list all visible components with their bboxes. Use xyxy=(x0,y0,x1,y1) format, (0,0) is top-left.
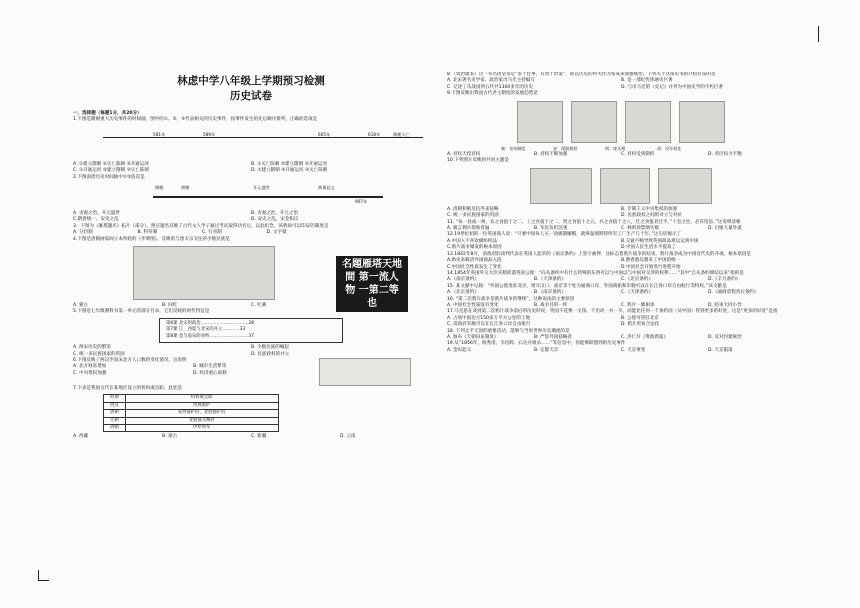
table-cell: 时期 xyxy=(104,395,126,402)
q9-figures xyxy=(447,101,795,143)
exam-title: 林虑中学八年级上学期预习检测 xyxy=(177,75,325,87)
timeline-axis xyxy=(153,196,383,198)
option-b[interactable]: B. 少数民族的崛起 xyxy=(251,345,289,351)
question-10: 10.下列图片反映的共同主题是 xyxy=(447,158,509,164)
option-b[interactable]: B. 回纥 xyxy=(162,303,178,309)
option-a[interactable]: A. 分封制 xyxy=(73,230,93,236)
option-c[interactable]: C. 天京事变 xyxy=(621,347,646,353)
emperor-figure-3 xyxy=(625,101,671,143)
question-1: 1.下图是隋朝重大历史事件的时间轴，图中的①、②、③代表相关的历史事件，按事件发生的先后顺序排列，正确的选项是 xyxy=(73,117,318,123)
option-d[interactable]: D. 君臣权力平衡 xyxy=(708,152,742,158)
option-b[interactable]: B. 贞观之治、开元之治 xyxy=(251,211,299,217)
question-4: 4.下图是唐朝画家阎立本所绘的《步辇图》，反映的与唐太宗交往的少数民族是 xyxy=(73,236,230,242)
timeline-label: 907年 xyxy=(355,199,368,205)
option-a[interactable]: A.中国人不喜欢棉纺织品 xyxy=(447,238,498,244)
palace-image xyxy=(658,168,712,204)
option-a[interactable]: A. 贞观之治、开元盛世 xyxy=(73,211,120,217)
option-d[interactable]: D. 白银大量外流 xyxy=(708,226,742,232)
question-5: 5.下图是七年级教科书第一单元的部分目录，它们反映的时代特征是 xyxy=(73,309,210,315)
option-c[interactable]: C.鸦片战争爆发的根本原因 xyxy=(447,245,502,251)
option-d[interactable]: D. 天京陷落 xyxy=(708,347,733,353)
option-b[interactable]: B. 城市生活繁荣 xyxy=(193,364,227,370)
table-cell: 机构或官职 xyxy=(125,395,278,402)
option-c[interactable]: C.《北京条约》 xyxy=(621,277,653,283)
option-d[interactable]: D. 文字狱 xyxy=(266,230,287,236)
emperor-figure-2 xyxy=(571,101,617,143)
q5-book-contents xyxy=(159,318,343,343)
option-d[interactable]: D.《辛丑条约》 xyxy=(708,277,741,283)
figure-caption: 清：设军机处 xyxy=(657,145,682,151)
question-6: 6.下图反映了两汉至南宋北方人口数的变化情况，这说明 xyxy=(73,357,187,363)
option-c[interactable]: C. 林则徐禁烟失败 xyxy=(621,226,660,232)
right-column xyxy=(447,72,795,354)
table-cell: 元朝 xyxy=(104,417,126,424)
option-b[interactable]: B. 战争目的一样 xyxy=(534,302,568,308)
question-9: 9.下图反映出我国古代君主制度的发展趋势是 xyxy=(447,91,538,97)
option-b[interactable]: B. 专制王义中央集权的加强 xyxy=(621,206,678,212)
question-3: 3．下图为《雁塔题名》拓片（部分），照应题名反映了古代文人学子通过考试取得功名后，以此纪念。该典故可以印证的制度是 xyxy=(73,223,329,229)
table-cell: 西域都护 xyxy=(125,402,278,409)
table-row xyxy=(104,417,279,424)
option-d[interactable]: D. ①建立隋朝 ②开通运河 ③灭亡陈朝 xyxy=(251,168,328,174)
population-chart-image xyxy=(319,358,411,386)
option-a[interactable]: A. 极言拥兵现象普遍 xyxy=(447,226,490,232)
q10-figures xyxy=(447,168,795,204)
question-19: 19.从“1856年，杨秀清、韦昌辉、石达开被杀……”等信息中，你能够联想到的历史事件 xyxy=(447,341,626,347)
timeline-label: 黄巢起义 xyxy=(318,185,335,191)
option-c[interactable]: C. 吐蕃 xyxy=(251,303,267,309)
q2-timeline xyxy=(93,183,429,209)
table-cell: 伊犁将军 xyxy=(125,424,278,431)
timeline-label: 开元盛世 xyxy=(253,185,270,191)
option-c[interactable]: C. 行省制 xyxy=(202,230,222,236)
option-c[interactable]: C. 统一多民族国家的巩固 xyxy=(73,351,125,357)
option-c[interactable]: C. 洪仁玕《资政新篇》 xyxy=(621,334,669,340)
section-heading: 一、选择题（每题1分，共20分） xyxy=(73,111,142,116)
question-8: 8.《资治通鉴》这一书名由皇帝是“鉴于往事，有资于治道”，即以历史的得失作为鉴戒来加强统治。下列关于这部史书的介绍有误的是 xyxy=(447,72,716,77)
question-15: 15. 某文献中记载：“外国公使进驻北京，增开汉口，南京等十处为通商口岸，外国商船和军舰可以在长江各口岸自由航行等特权。”该文献是 xyxy=(447,283,727,289)
timeline-tick: 618年 xyxy=(368,131,381,137)
option-c[interactable]: C.《天津条约》 xyxy=(621,290,653,296)
table-row xyxy=(104,402,279,409)
table-cell: 清朝 xyxy=(104,424,126,431)
question-11: 11. “每一县或一州，农之食值十之二，工之食值十之二，贾之食值十之五，兵之食值十之八，仕之食值者过半。”十室之邑，必有馆焉。”这说明清朝 xyxy=(447,219,741,225)
q12-options-2 xyxy=(447,245,795,251)
option-c[interactable]: C. 统一多民族国家的巩固 xyxy=(447,213,499,219)
option-b[interactable]: B. 蒙古 xyxy=(162,434,178,440)
option-d[interactable]: D.中国社会开始进行进程开始 xyxy=(621,264,681,270)
bronze-vessel-image xyxy=(600,168,650,204)
option-a[interactable]: A. 清朝积极反抗外来侵略 xyxy=(447,206,499,212)
book-line: 第6课 北宋的政治……………………………28 xyxy=(166,320,255,326)
option-a[interactable]: A.《南京条约》 xyxy=(447,277,479,283)
question-17: 17.马克思在谈到第二次鸦片战争前后的历史时说，英国不花费一文钱、不出动一兵一卒，而能比任何一个条约国（从中国）得到更多的好处，这是“更多的好处”是指 xyxy=(447,309,778,315)
question-2: 2.下图南唐历史时间轴中①②依次是 xyxy=(73,174,145,180)
q2-options-2 xyxy=(73,217,429,223)
q7-options xyxy=(73,434,429,440)
option-d[interactable]: D. 云南 xyxy=(340,434,356,440)
option-a[interactable]: A.助史来截清外国商品入侵 xyxy=(447,258,502,264)
option-b[interactable]: B. 严惩外国侵略者 xyxy=(534,334,572,340)
option-c[interactable]: C. 记述了从战国到五代共1300多年的历史 xyxy=(447,84,534,90)
q1-timeline xyxy=(93,126,429,160)
option-c[interactable]: C. 君权受到制约 xyxy=(621,152,655,158)
option-a[interactable]: A. 蒙古 xyxy=(73,303,89,309)
option-b[interactable]: B.《南京条约》 xyxy=(534,290,566,296)
cannon-image xyxy=(530,168,592,204)
rubbing-text: 名題雁塔天地間 第一流人物 一第二等也 xyxy=(342,259,402,309)
exam-subtitle: 历史试卷 xyxy=(229,90,273,102)
option-d[interactable]: D. 民族政权之间的对立与对抗 xyxy=(621,213,683,219)
table-cell: 安西都护府、北庭都护府 xyxy=(125,410,278,417)
question-16: 16. “第二次鸦片战争是鸦片战争的继续”，这种说法的主要原因 xyxy=(447,296,575,302)
timeline-tick: 581年 xyxy=(153,131,166,137)
emperor-figure-4 xyxy=(679,101,725,143)
option-c[interactable]: C.隋唐统一、安史之乱 xyxy=(73,217,119,223)
q10-options-2 xyxy=(447,213,795,219)
timeline-label: 隋朝 xyxy=(155,185,164,191)
option-b[interactable]: B.交通不畅导致英国商品难以运到中国 xyxy=(621,238,699,244)
option-c[interactable]: C.中国社会性质发生了变化 xyxy=(447,264,502,270)
q6-block xyxy=(73,358,429,386)
option-a[interactable]: A. 两宋历史的繁荣 xyxy=(73,345,111,351)
option-b[interactable]: B. 公使可进驻北京 xyxy=(621,315,659,321)
timeline-tick: 隋朝灭亡 xyxy=(393,131,410,137)
option-d[interactable]: D. 鸦片贸易合法化 xyxy=(621,322,660,328)
book-line: 第7课 辽、西夏与北宋的并立…………33 xyxy=(166,327,246,333)
option-d[interactable]: D. 民族政权的并立 xyxy=(251,351,290,357)
option-a[interactable]: A. 北方财富增加 xyxy=(73,364,107,370)
option-d[interactable]: D. 安史之乱、宋金和议 xyxy=(251,217,299,223)
q6-options-2 xyxy=(73,371,313,377)
emperor-figure-1 xyxy=(517,101,563,143)
q17-options-2 xyxy=(447,322,795,328)
option-b[interactable]: B.《天津条约》 xyxy=(534,277,566,283)
crop-mark xyxy=(38,570,49,581)
figure-caption: 秦：皇帝制度 xyxy=(501,145,526,151)
option-c[interactable]: C. 中央集权加强 xyxy=(73,370,107,376)
timeline-tick: 605年 xyxy=(318,131,331,137)
option-a[interactable]: A. 君权天授君权 xyxy=(447,152,481,158)
option-c[interactable]: C. 清政府军舰可以在长江各口岸自由航行 xyxy=(447,322,531,328)
q3-options xyxy=(73,230,331,236)
question-14: 14.1854年英国外交大臣宾稍训遣英国公使：“向从条约中有什么特殊的东西可以与中国以与中国对交涉的权利……”其中“自从条约缔结以来”指的是 xyxy=(447,270,744,276)
painting-image xyxy=(133,246,275,300)
option-b[interactable]: B. ①灭亡陈朝 ②建立隋朝 ③开通运河 xyxy=(251,161,327,167)
option-c[interactable]: C. ①开通运河 ②建立隋朝 ③灭亡陈朝 xyxy=(73,168,149,174)
option-b[interactable]: B. 君权不断加强 xyxy=(534,152,568,158)
option-b[interactable]: B. 定都天京 xyxy=(534,347,559,353)
table-row xyxy=(104,395,279,402)
q13-options-2 xyxy=(447,265,795,271)
timeline-label: 唐朝 xyxy=(181,185,190,191)
q7-table xyxy=(103,394,279,432)
question-12: 12.19世纪初的一位英国商人说：“只要中国每人买一顶棉制睡帽，就够曼彻斯特所有工厂生产几十年。”这句话揭示了 xyxy=(447,232,682,238)
figure-caption: 明：废丞相 xyxy=(605,145,626,151)
calligraphy-rubbing-image xyxy=(336,256,408,312)
option-a[interactable]: A. 占领中国北方150多万平方公里的土地 xyxy=(447,315,530,321)
table-cell: 西汉 xyxy=(104,402,126,409)
option-a[interactable]: A. 北宋著名史学家、政治家司马光主持编写 xyxy=(447,78,535,84)
question-13: 13.1842年8月，清政府的谈判代表在英国人起草的《南京条约》上签字画押，这标志着鸦片战争的结束。鸦片战争成为中国近代史的开端，根本原因是 xyxy=(447,251,751,257)
crop-mark xyxy=(818,26,829,42)
option-c[interactable]: C. 鸦片一脉相承 xyxy=(621,302,655,308)
table-row xyxy=(104,410,279,417)
option-a[interactable]: A. 金田起义 xyxy=(447,347,472,353)
q19-options xyxy=(447,348,795,354)
option-b[interactable]: B. 是一部纪传体通史巨著 xyxy=(621,78,673,84)
option-a[interactable]: A.《北京条约》 xyxy=(447,290,479,296)
table-cell: 唐朝 xyxy=(104,410,126,417)
option-a[interactable]: A. ①建立隋朝 ②灭亡陈朝 ③开通运河 xyxy=(73,161,149,167)
option-d[interactable]: D. 与司马迁的《史记》并列为中国史学的不朽巨著 xyxy=(621,84,724,90)
option-d[interactable]: D.《通商章程善后条约》 xyxy=(708,290,759,296)
option-b[interactable]: B. 科举制 xyxy=(137,230,158,236)
option-d[interactable]: D. 反对封建统治 xyxy=(708,334,742,340)
question-18: 18. 下列太平天国的重要活动，能够与当时世界历史潮流的是 xyxy=(447,328,570,334)
option-d[interactable]: D.中国人民生活水平提高了 xyxy=(621,245,677,251)
q15-options xyxy=(447,290,795,296)
option-c[interactable]: C. 新疆 xyxy=(251,434,267,440)
option-d[interactable]: D. 经济重心南移 xyxy=(193,370,227,376)
option-b[interactable]: B. 军民负担沉重 xyxy=(534,226,568,232)
option-a[interactable]: A. 西藏 xyxy=(73,434,89,440)
option-b[interactable]: B.割香港岛割来了中国的统一 xyxy=(621,258,681,264)
q14-options xyxy=(447,277,795,283)
question-7: 7.下表是我国古代在某地区设立的机构或官职，此处是 xyxy=(73,385,183,391)
option-d[interactable]: D. 结束大同小异 xyxy=(708,302,742,308)
table-cell: 北庭都元帅府 xyxy=(125,417,278,424)
table-row xyxy=(104,424,279,431)
q1-options-2 xyxy=(73,168,429,174)
figure-caption: 宋：削弱相权 xyxy=(553,145,578,151)
option-a[interactable]: A. 颁布《天朝田亩制度》 xyxy=(447,334,499,340)
book-line: 第8课 金与南宋的对峙………………………37 xyxy=(166,333,255,339)
option-a[interactable]: A. 中国社会性质没有变化 xyxy=(447,302,499,308)
timeline-tick: 589年 xyxy=(203,131,216,137)
